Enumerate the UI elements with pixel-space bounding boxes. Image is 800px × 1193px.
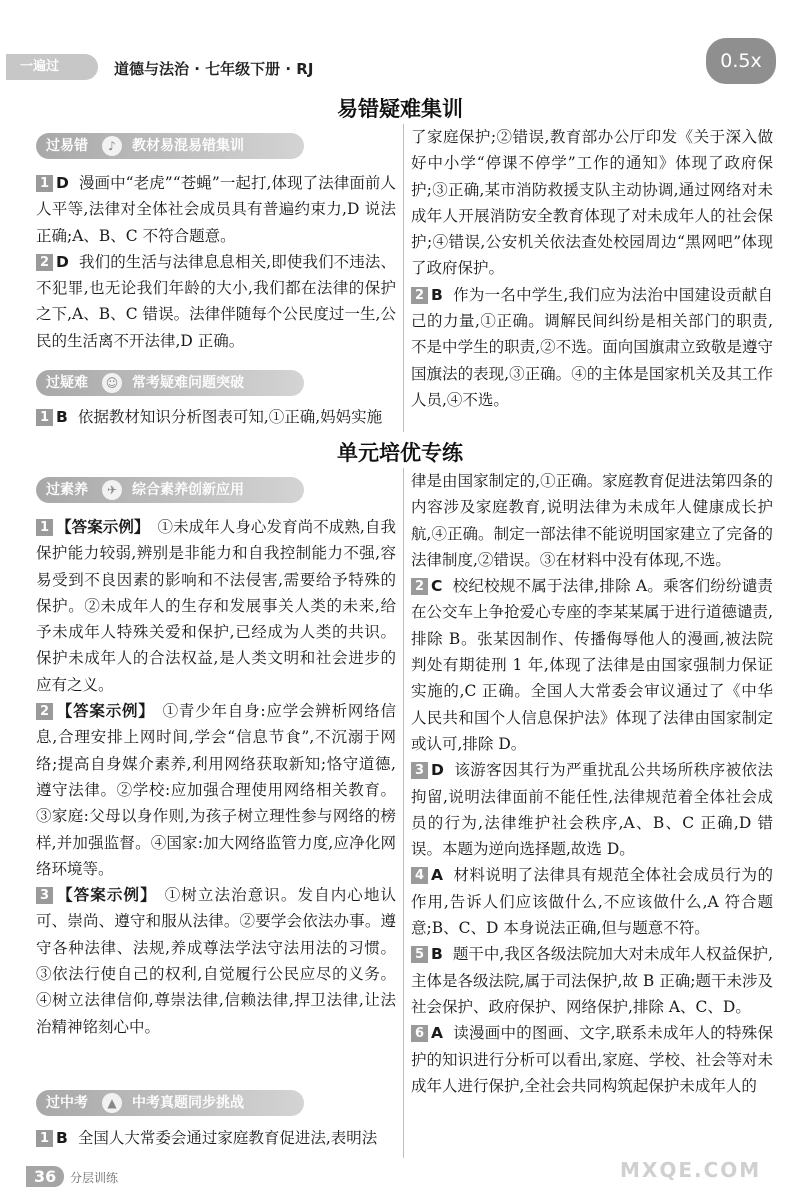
page-number: 36 bbox=[26, 1166, 64, 1187]
answer-item: 2 D 我们的生活与法律息息相关,即使我们不违法、不犯罪,也无论我们年龄的大小,我们都在法律的保护之下,A、B、C 错误。法律伴随每个公民度过一生,公民的生活离不开法律,D 正确。 bbox=[36, 252, 396, 350]
section1-left-b bbox=[36, 404, 396, 430]
column-divider bbox=[403, 124, 404, 432]
banner-tag: 过素养 bbox=[46, 482, 88, 498]
banner-literacy bbox=[36, 477, 304, 503]
column-divider bbox=[403, 468, 404, 1158]
answer-item: 3 【答案示例】 ①树立法治意识。发自内心地认可、崇尚、遵守和服从法律。②要学会依法办事。遵守各种法律、法规,养成尊法学法守法用法的习惯。③依法行使自己的权利,自觉履行公民应尽的义务。④树立法律信仰,尊崇法律,信赖法律,捍卫法律,让法治精神铭刻心中。 bbox=[36, 885, 396, 1036]
graduation-cap-icon: ▲ bbox=[102, 1093, 122, 1113]
answer-item: 3 D 该游客因其行为严重扰乱公共场所秩序被依法拘留,说明法律面前不能任性,法律规范着全体社会成员的行为,法律维护社会秩序,A、B、C 正确,D 错误。本题为逆向选择题,故选 D。 bbox=[411, 761, 773, 859]
answer-item: 2 C 校纪校规不属于法律,排除 A。乘客们纷纷谴责在公交车上争抢爱心专座的李某某属于进行道德谴责,排除 B。张某因制作、传播侮辱他人的漫画,被法院判处有期徒刑 1 年,体现了法律是由国家强制力保证实施的,C 正确。全国人大常委会审议通过了《中华人民共和国个人信息保护法》体现了法律由国家制定或认可,排除 D。 bbox=[411, 577, 773, 753]
zoom-button[interactable]: 0.5x bbox=[706, 38, 776, 84]
section1-right-column bbox=[411, 124, 773, 413]
banner-text: 综合素养创新应用 bbox=[132, 482, 244, 498]
banner-difficulty bbox=[36, 370, 304, 396]
answer-item: 1 D 漫画中“老虎”“苍蝇”一起打,体现了法律面前人人平等,法律对全体社会成员具有普遍约束力,D 说法正确;A、B、C 不符合题意。 bbox=[36, 174, 396, 245]
section2-left-b bbox=[36, 1125, 396, 1151]
face-icon: ☺ bbox=[102, 373, 122, 393]
banner-tag: 过中考 bbox=[46, 1095, 88, 1111]
banner-errors bbox=[36, 133, 304, 159]
banner-exam bbox=[36, 1090, 304, 1116]
answer-item: 1 【答案示例】 ①未成年人身心发育尚不成熟,自我保护能力较弱,辨别是非能力和自我控制能力不强,容易受到不良因素的影响和不法侵害,需要给予特殊的保护。②未成年人的生存和发展事关人类的未来,给予未成年人特殊关爱和保护,已经成为人类的共识。保护未成年人的合法权益,是人类文明和社会进步的应有之义。 bbox=[36, 517, 396, 694]
answer-item: 6 A 读漫画中的图画、文字,联系未成年人的特殊保护的知识进行分析可以看出,家庭、学校、社会等对未成年人进行保护,全社会共同构筑起保护未成年人的 bbox=[411, 1024, 773, 1095]
banner-tag: 过疑难 bbox=[46, 375, 88, 391]
watermark: MXQE.COM bbox=[620, 1158, 762, 1182]
section1-left-column bbox=[36, 170, 396, 354]
answer-item: 了家庭保护;②错误,教育部办公厅印发《关于深入做好中小学“停课不停学”工作的通知》体现了政府保护;③正确,某市消防救援支队主动协调,通过网络对未成年人开展消防安全教育体现了对未成年人的社会保护;④错误,公安机关依法查处校园周边“黑网吧”体现了政府保护。 bbox=[411, 128, 773, 278]
banner-tag: 过易错 bbox=[46, 138, 88, 154]
answer-item: 2 【答案示例】 ①青少年自身:应学会辨析网络信息,合理安排上网时间,学会“信息节食”,不沉溺于网络;提高自身媒介素养,利用网络获取新知;恪守道德,遵守法律。②学校:应加强合理使用网络相关教育。③家庭:父母以身作则,为孩子树立理性参与网络的榜样,并加强监督。④国家:加大网络监管力度,应净化网络环境等。 bbox=[36, 701, 396, 878]
section2-right-column bbox=[411, 468, 773, 1099]
top-bar bbox=[0, 50, 800, 84]
section-title-errors: 易错疑难集训 bbox=[337, 97, 463, 121]
section2-left-column bbox=[36, 514, 396, 1040]
bell-icon: ♪ bbox=[102, 136, 122, 156]
paper-plane-icon: ✈ bbox=[102, 480, 122, 500]
answer-item: 1 B 全国人大常委会通过家庭教育促进法,表明法 bbox=[36, 1125, 396, 1151]
banner-text: 中考真题同步挑战 bbox=[132, 1095, 244, 1111]
page-label: 分层训练 bbox=[70, 1171, 119, 1185]
book-title: 道德与法治 · 七年级下册 · RJ bbox=[114, 60, 314, 78]
answer-item: 律是由国家制定的,①正确。家庭教育促进法第四条的内容涉及家庭教育,说明法律为未成年人健康成长护航,④正确。制定一部法律不能说明国家建立了完备的法律制度,②错误。③在材料中没有体现,不选。 bbox=[411, 472, 773, 569]
banner-text: 常考疑难问题突破 bbox=[132, 375, 244, 391]
answer-item: 2 B 作为一名中学生,我们应为法治中国建设贡献自己的力量,①正确。调解民间纠纷是相关部门的职责,不是中学生的职责,②不选。面向国旗肃立致敬是遵守国旗法的表现,③正确。④的主体是国家机关及其工作人员,④不选。 bbox=[411, 285, 773, 409]
banner-text: 教材易混易错集训 bbox=[132, 138, 244, 154]
brand-logo: 一遍过 bbox=[6, 54, 98, 80]
answer-item: 5 B 题干中,我区各级法院加大对未成年人权益保护,主体是各级法院,属于司法保护,故 B 正确;题干未涉及社会保护、政府保护、网络保护,排除 A、C、D。 bbox=[411, 945, 773, 1016]
section-title-unit: 单元培优专练 bbox=[337, 441, 463, 465]
answer-item: 1 B 依据教材知识分析图表可知,①正确,妈妈实施 bbox=[36, 404, 396, 430]
answer-item: 4 A 材料说明了法律具有规范全体社会成员行为的作用,告诉人们应该做什么,不应该做什么,A 符合题意;B、C、D 本身说法正确,但与题意不符。 bbox=[411, 866, 773, 938]
